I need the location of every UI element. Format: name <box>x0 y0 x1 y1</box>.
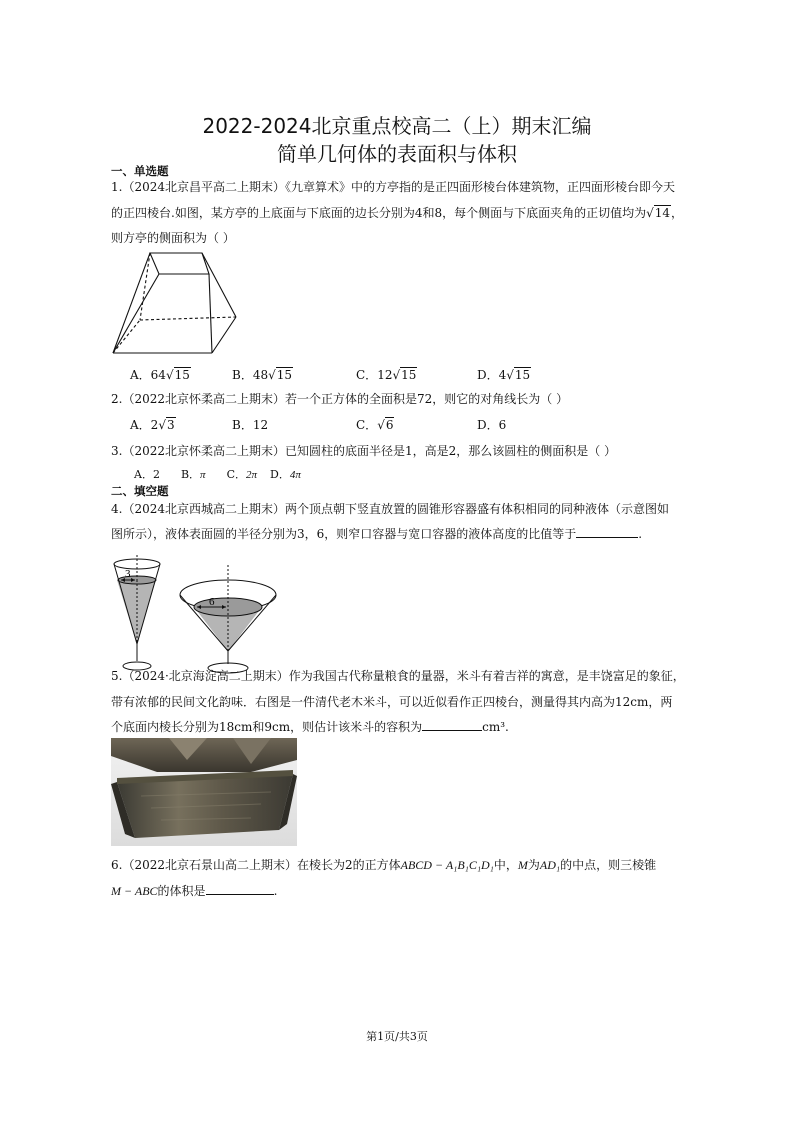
q2-line1: 2.（2022北京怀柔高二上期末）若一个正方体的全面积是72，则它的对角线长为（ ） <box>111 392 569 406</box>
q4-line1: 4.（2024北京西城高二上期末）两个顶点朝下竖直放置的圆锥形容器盛有体积相同的同种液体（示意图如 <box>111 502 669 516</box>
q4-answer-blank[interactable] <box>576 526 638 538</box>
q6-pyramid-name: M − ABC <box>111 884 158 898</box>
q2-option-d[interactable]: D．6 <box>477 418 507 432</box>
q6-cube-name: ABCD − A₁B₁C₁D₁ <box>400 858 494 872</box>
q3-option-b[interactable]: B．π <box>180 468 206 481</box>
q6-segment-ad1: AD₁ <box>539 858 561 872</box>
q3-option-c[interactable]: C．2π <box>226 468 257 481</box>
q1-line2-text: 的正四棱台.如图，某方亭的上底面与下底面的边长分别为4和8，每个侧面与下底面夹角的正切值均为 <box>111 206 647 220</box>
q1-option-a[interactable]: A．64√15 <box>130 368 190 382</box>
section-heading-fill-in: 二、填空题 <box>111 484 169 498</box>
q5-line1: 5.（2024·北京海淀高二上期末）作为我国古代称量粮食的量器，米斗有着吉祥的寓意，是丰饶富足的象征， <box>111 669 685 683</box>
q1-line2 <box>111 204 683 221</box>
q5-line3: 个底面内棱长分别为18cm和9cm，则估计该米斗的容积为 cm³. <box>111 720 509 734</box>
q2-option-a[interactable]: A．2√3 <box>130 418 175 432</box>
frustum-top-face <box>150 253 209 274</box>
frustum-figure <box>110 250 240 360</box>
q3-options <box>134 466 301 482</box>
cones-figure <box>108 555 308 680</box>
q2-option-b[interactable]: B．12 <box>232 418 269 432</box>
q6-line1: 6.（2022北京石景山高二上期末）在棱长为2的正方体ABCD − A₁B₁C₁D₁中，M为AD₁的中点，则三棱锥 <box>111 858 657 872</box>
document-subtitle: 简单几何体的表面积与体积 <box>277 142 517 166</box>
q1-line3: 则方亭的侧面积为（ ） <box>111 231 235 245</box>
cone-radius-label-a: 3 <box>125 568 131 580</box>
q2-option-c[interactable]: C．√6 <box>356 418 394 432</box>
q6-answer-blank[interactable] <box>206 883 274 895</box>
rice-measure-photo <box>111 738 297 846</box>
document-title: 2022-2024北京重点校高二（上）期末汇编 <box>202 114 592 138</box>
q1-line2-end: ， <box>671 206 684 220</box>
cone-radius-label-b: 6 <box>209 596 215 608</box>
q1-line1: 1.（2024北京昌平高二上期末）《九章算术》中的方亭指的是正四面形棱台体建筑物，正四面形棱台即今天 <box>111 180 675 194</box>
q4-line2: 图所示），液体表面圆的半径分别为3，6，则窄口容器与宽口容器的液体高度的比值等于 . <box>111 527 643 541</box>
q1-option-c[interactable]: C．12√15 <box>356 368 417 382</box>
section-heading-single-choice: 一、单选题 <box>111 164 169 178</box>
q3-line1: 3.（2022北京怀柔高二上期末）已知圆柱的底面半径是1，高是2，那么该圆柱的侧面积是（ ） <box>111 444 617 458</box>
q1-option-b[interactable]: B．48√15 <box>232 368 293 382</box>
q6-point-m: M <box>517 858 528 872</box>
q3-option-d[interactable]: D．4π <box>270 468 301 481</box>
q1-sqrt: √14 <box>646 206 671 220</box>
q3-option-a[interactable]: A．2 <box>134 468 160 481</box>
q1-option-d[interactable]: D．4√15 <box>477 368 531 382</box>
q5-answer-blank[interactable] <box>422 719 482 731</box>
page-footer: 第1页/共3页 <box>366 1030 428 1043</box>
q5-line2: 带有浓郁的民间文化韵味．右图是一件清代老木米斗，可以近似看作正四棱台，测量得其内高为12cm，两 <box>111 695 673 709</box>
q6-line2: M − ABC的体积是 . <box>111 884 278 898</box>
